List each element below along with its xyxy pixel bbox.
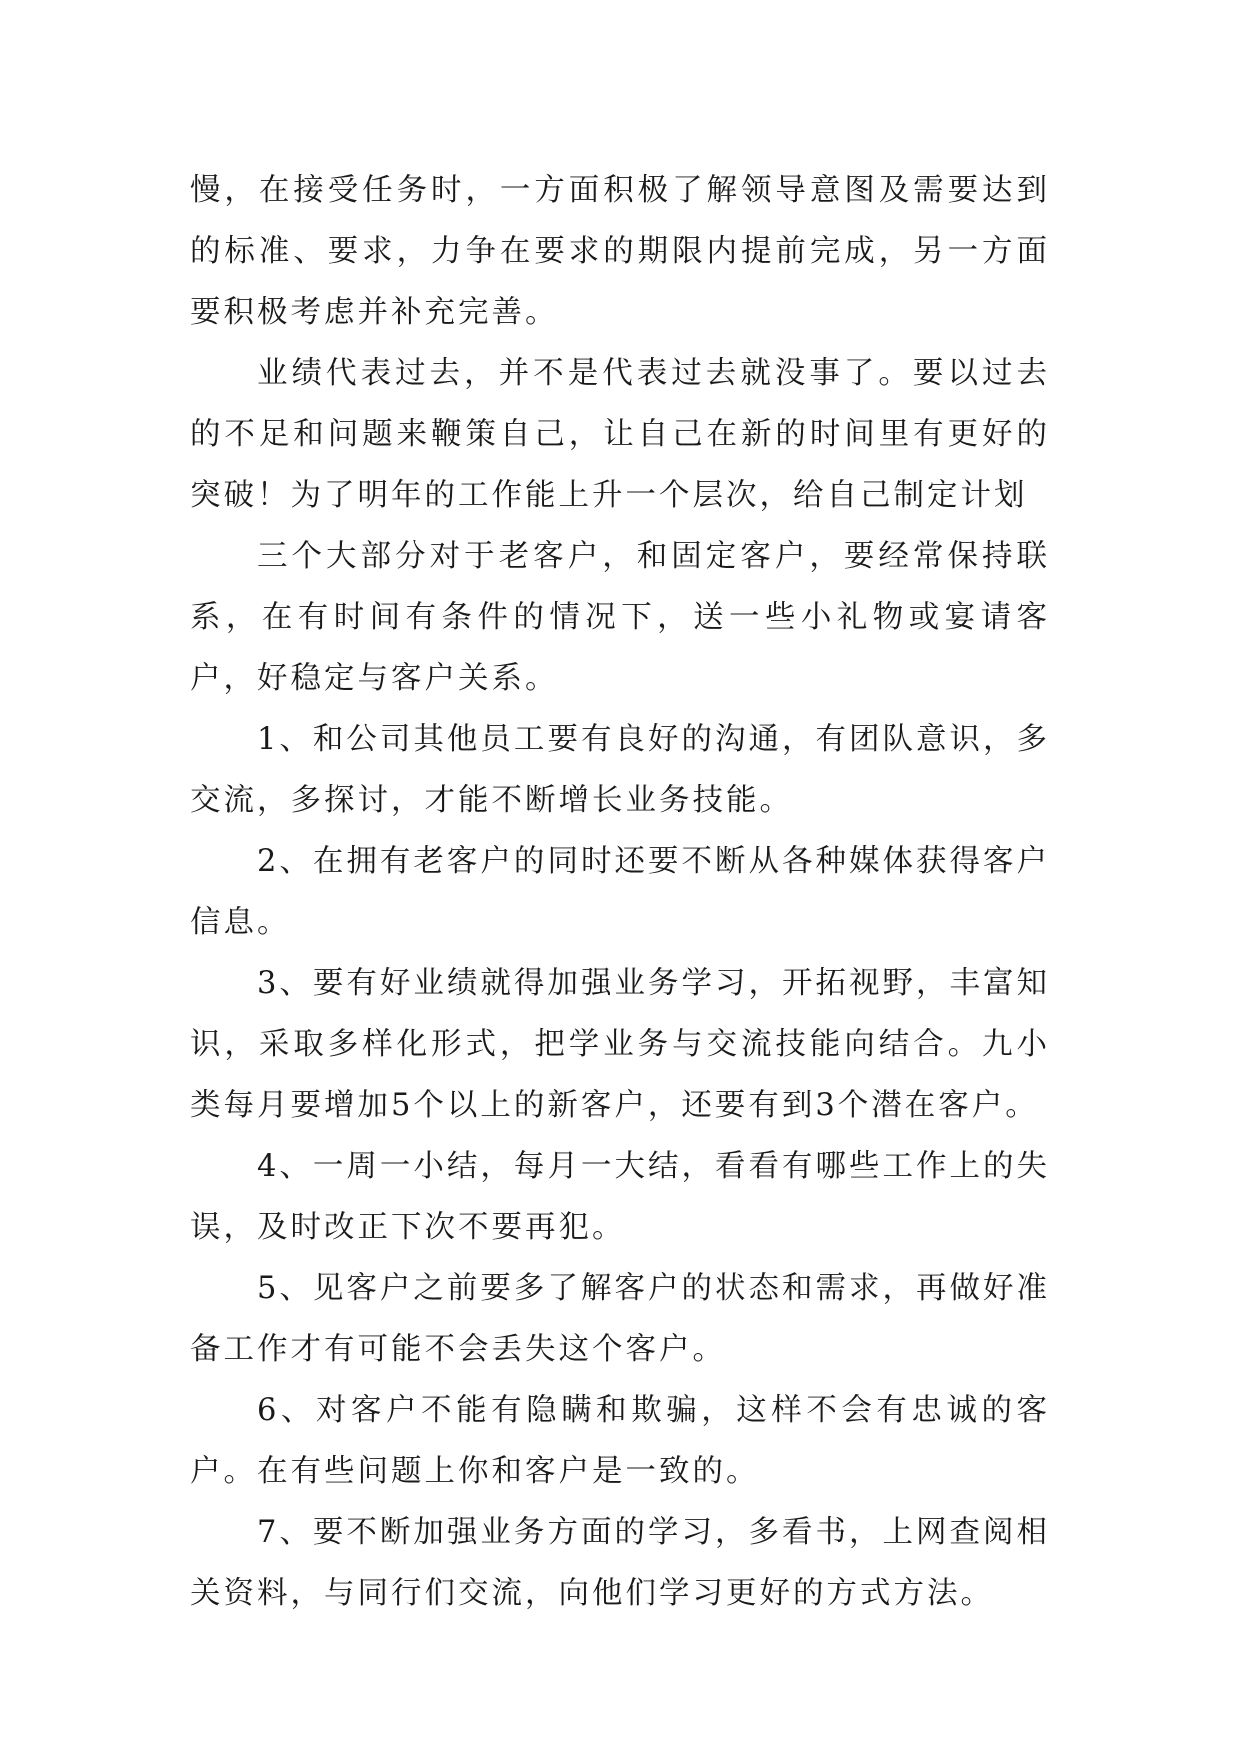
list-item-1: 1、和公司其他员工要有良好的沟通，有团队意识，多交流，多探讨，才能不断增长业务技能。 — [190, 722, 1050, 818]
list-item-7: 7、要不断加强业务方面的学习，多看书，上网查阅相关资料，与同行们交流，向他们学习更好的方式方法。 — [190, 1515, 1050, 1611]
list-item-4: 4、一周一小结，每月一大结，看看有哪些工作上的失误，及时改正下次不要再犯。 — [190, 1149, 1050, 1245]
paragraph-performance: 业绩代表过去，并不是代表过去就没事了。要以过去的不足和问题来鞭策自己，让自己在新的时间里有更好的突破！为了明年的工作能上升一个层次，给自己制定计划 — [190, 356, 1050, 513]
paragraph-continuation: 慢，在接受任务时，一方面积极了解领导意图及需要达到的标准、要求，力争在要求的期限内提前完成，另一方面要积极考虑并补充完善。 — [190, 173, 1050, 330]
list-item-5: 5、见客户之前要多了解客户的状态和需求，再做好准备工作才有可能不会丢失这个客户。 — [190, 1271, 1050, 1367]
paragraph-old-clients: 三个大部分对于老客户，和固定客户，要经常保持联系，在有时间有条件的情况下，送一些小礼物或宴请客户，好稳定与客户关系。 — [190, 539, 1050, 696]
list-item-6: 6、对客户不能有隐瞒和欺骗，这样不会有忠诚的客户。在有些问题上你和客户是一致的。 — [190, 1393, 1050, 1489]
document-body — [190, 160, 1050, 1624]
list-item-2: 2、在拥有老客户的同时还要不断从各种媒体获得客户信息。 — [190, 844, 1050, 940]
list-item-3: 3、要有好业绩就得加强业务学习，开拓视野，丰富知识，采取多样化形式，把学业务与交流技能向结合。九小类每月要增加5个以上的新客户，还要有到3个潜在客户。 — [190, 966, 1050, 1123]
